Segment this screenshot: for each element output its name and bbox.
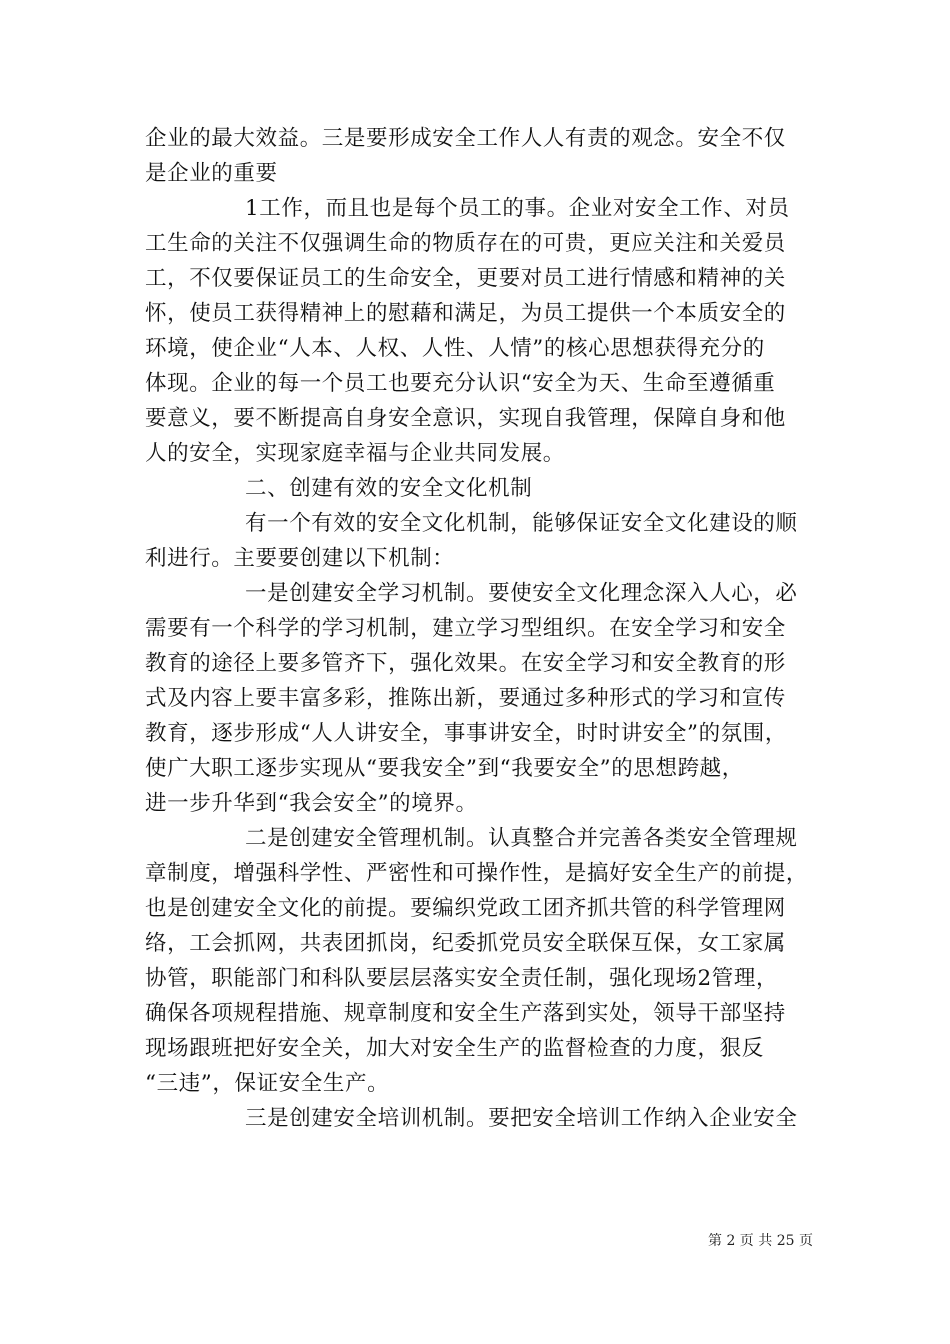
text-line-28: “三违”，保证安全生产。 [145, 1071, 390, 1096]
text-line-9: 要意义，要不断提高自身安全意识，实现自我管理，保障自身和他 [145, 406, 786, 431]
text-line-16: 教育的途径上要多管齐下，强化效果。在安全学习和安全教育的形 [145, 651, 786, 676]
text-line-27: 现场跟班把好安全关，加大对安全生产的监督检查的力度，狠反 [145, 1036, 764, 1061]
text-line-3: 1工作，而且也是每个员工的事。企业对安全工作、对员 [245, 196, 790, 221]
section-heading: 二、创建有效的安全文化机制 [245, 476, 533, 501]
text-line-6: 怀，使员工获得精神上的慰藉和满足，为员工提供一个本质安全的 [145, 301, 786, 326]
text-line-20: 进一步升华到“我会安全”的境界。 [145, 791, 478, 816]
text-line-25: 协管，职能部门和科队要层层落实安全责任制，强化现场2管理， [145, 966, 779, 991]
text-line-12: 有一个有效的安全文化机制，能够保证安全文化建设的顺 [245, 511, 798, 536]
text-line-8: 体现。企业的每一个员工也要充分认识“安全为天、生命至遵循重 [145, 371, 776, 396]
text-line-29: 三是创建安全培训机制。要把安全培训工作纳入企业安全 [245, 1106, 798, 1131]
page-number-footer: 第 2 页 共 25 页 [708, 1233, 813, 1249]
text-line-13: 利进行。主要要创建以下机制： [145, 546, 455, 571]
text-line-5: 工，不仅要保证员工的生命安全，更要对员工进行情感和精神的关 [145, 266, 786, 291]
text-line-10: 人的安全，实现家庭幸福与企业共同发展。 [145, 441, 565, 466]
text-line-23: 也是创建安全文化的前提。要编织党政工团齐抓共管的科学管理网 [145, 896, 786, 921]
text-line-2: 是企业的重要 [145, 161, 278, 186]
text-line-15: 需要有一个科学的学习机制，建立学习型组织。在安全学习和安全 [145, 616, 786, 641]
text-line-21: 二是创建安全管理机制。认真整合并完善各类安全管理规 [245, 826, 798, 851]
text-line-4: 工生命的关注不仅强调生命的物质存在的可贵，更应关注和关爱员 [145, 231, 786, 256]
text-line-7: 环境，使企业“人本、人权、人性、人情”的核心思想获得充分的 [145, 336, 765, 361]
text-line-26: 确保各项规程措施、规章制度和安全生产落到实处，领导干部坚持 [145, 1001, 786, 1026]
text-line-14: 一是创建安全学习机制。要使安全文化理念深入人心，必 [245, 581, 798, 606]
text-line-22: 章制度，增强科学性、严密性和可操作性，是搞好安全生产的前提， [145, 861, 809, 886]
text-line-1: 企业的最大效益。三是要形成安全工作人人有责的观念。安全不仅 [145, 126, 786, 151]
text-line-19: 使广大职工逐步实现从“要我安全”到“我要安全”的思想跨越， [145, 756, 744, 781]
text-line-18: 教育，逐步形成“人人讲安全，事事讲安全，时时讲安全”的氛围， [145, 721, 787, 746]
text-line-24: 络，工会抓网，共表团抓岗，纪委抓党员安全联保互保，女工家属 [145, 931, 786, 956]
text-line-17: 式及内容上要丰富多彩，推陈出新，要通过多种形式的学习和宣传 [145, 686, 786, 711]
